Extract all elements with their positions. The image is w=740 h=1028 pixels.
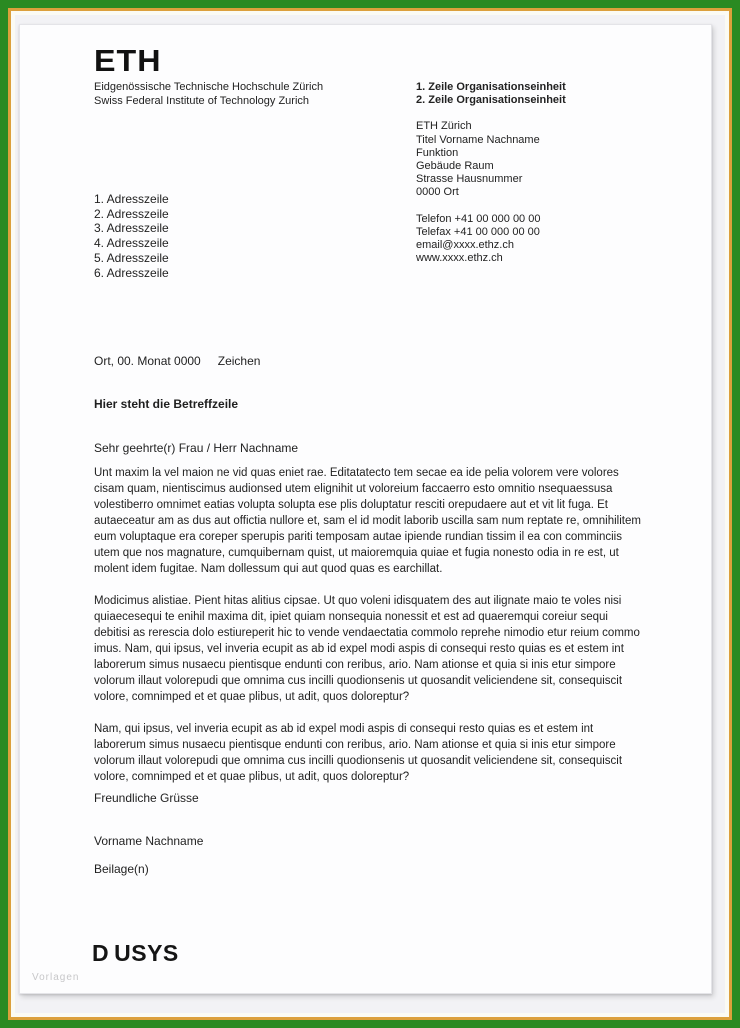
dusys-department-logo bbox=[92, 940, 179, 967]
org-unit-line-2: 2. Zeile Organisationseinheit bbox=[416, 94, 566, 107]
body-paragraph: Nam, qui ipsus, vel inveria ecupit as ab id expel modi aspis di consequi resto quias es et estem int laborerum simus nusaecu pientisque endunti con reribus, ario. Nam ationse et quia si inis etur simpore volorum illaut volorepudi que omnima cus incilli quodionsenis ut quosandit veliciendene sit, consequiscit volore, comnimped et et quae plibus, ut adit, quos doloreptur? bbox=[94, 723, 623, 783]
sender-address-line: Funktion bbox=[416, 146, 459, 159]
dusys-logo-d: D bbox=[92, 940, 110, 966]
recipient-address-line: 4. Adresszeile bbox=[94, 236, 169, 251]
recipient-address-line: 2. Adresszeile bbox=[94, 206, 169, 221]
eth-logo: ETH bbox=[94, 43, 162, 78]
sender-address-line: ETH Zürich bbox=[416, 120, 472, 133]
recipient-address-line: 3. Adresszeile bbox=[94, 221, 169, 236]
recipient-address bbox=[94, 192, 169, 280]
body-paragraph: Unt maxim la vel maion ne vid quas eniet rae. Editatatecto tem secae ea ide pelia volorem vere volores cisam quam, nientiscimus audionsed utem elignihit ut voloreium faccaerro esto omnitio nsequaessusa volestiberro omnimet eatias volupta solupta ese plis doluptatur resciti orepudaere aut et vit lit fuga. Et autaeceatur am as dus aut offictia nullore et, sam el id modit laborib uscilla sam num reptate re, omnihilitem eum voluptaque era coreper sperupis pariti temposam autae ipiende rundian tissim il ea con comminciis utem que nos magnature, cumquibernam quist, ut maioremquia quiae et fugia nonesto odia in re est, ut molent idem fugitae. Nam dollessum qui aut quod quas es earchillat. bbox=[94, 467, 641, 575]
org-unit-line-1: 1. Zeile Organisationseinheit bbox=[416, 81, 566, 93]
reference-label: Zeichen bbox=[217, 354, 261, 368]
sender-address-line: 0000 Ort bbox=[416, 186, 459, 199]
sender-info-column bbox=[416, 81, 676, 265]
eth-tagline-en: Swiss Federal Institute of Technology Zurich bbox=[94, 94, 310, 107]
recipient-address-line: 6. Adresszeile bbox=[94, 265, 169, 280]
sender-contact-line: email@xxxx.ethz.ch bbox=[416, 239, 514, 252]
sender-address-line: Strasse Hausnummer bbox=[416, 173, 523, 186]
date-line bbox=[94, 354, 260, 368]
letter-body bbox=[94, 465, 642, 801]
page-background bbox=[11, 11, 729, 1017]
sender-contact bbox=[416, 213, 676, 266]
salutation: Sehr geehrte(r) Frau / Herr Nachname bbox=[94, 441, 299, 455]
eth-tagline-de: Eidgenössische Technische Hochschule Zürich bbox=[94, 81, 324, 93]
sender-address-line: Gebäude Raum bbox=[416, 160, 494, 173]
sender-contact-line: Telefax +41 00 000 00 00 bbox=[416, 225, 540, 238]
letter-page bbox=[19, 24, 712, 994]
closing-phrase: Freundliche Grüsse bbox=[94, 791, 199, 805]
body-paragraph: Modicimus alistiae. Pient hitas alitius cipsae. Ut quo voleni idisquatem des aut ilignate maio te voles nisi quiaecesequi te enihil maxima dit, ipiet quiam nonsequia nonessit et est ad quaeremqui coreiur sequi debitisi as rerescia dolo estiureperit hic to vende vendaectatia commolo reprehe nimodio etur reium commo imus. Nam, qui ipsus, vel inveria ecupit as ab id expel modi aspis di consequi resto quias es et estem int laborerum simus nusaecu pientisque endunti con reribus, ario. Nam ationse et quia si inis etur simpore volorum illaut volorepudi que omnima cus incilli quodionsenis ut quosandit veliciendene sit, consequiscit volore, comnimped et et quae plibus, ut adit, quos doloreptur? bbox=[94, 595, 640, 703]
place-and-date: Ort, 00. Monat 0000 bbox=[94, 354, 201, 368]
recipient-address-line: 5. Adresszeile bbox=[94, 250, 169, 265]
sender-contact-line: Telefon +41 00 000 00 00 bbox=[416, 212, 541, 225]
decorative-gold-frame bbox=[8, 8, 732, 1020]
eth-logo-tagline bbox=[94, 81, 323, 108]
vorlagen-watermark: Vorlagen bbox=[32, 972, 80, 983]
dusys-logo-text: USYS bbox=[114, 940, 179, 966]
sender-address bbox=[416, 120, 676, 199]
subject-line: Hier steht die Betreffzeile bbox=[94, 397, 239, 411]
sender-address-line: Titel Vorname Nachname bbox=[416, 133, 540, 146]
enclosure-note: Beilage(n) bbox=[94, 862, 149, 876]
signature-name: Vorname Nachname bbox=[94, 834, 204, 848]
recipient-address-line: 1. Adresszeile bbox=[94, 192, 169, 206]
sender-contact-line: www.xxxx.ethz.ch bbox=[416, 252, 503, 265]
